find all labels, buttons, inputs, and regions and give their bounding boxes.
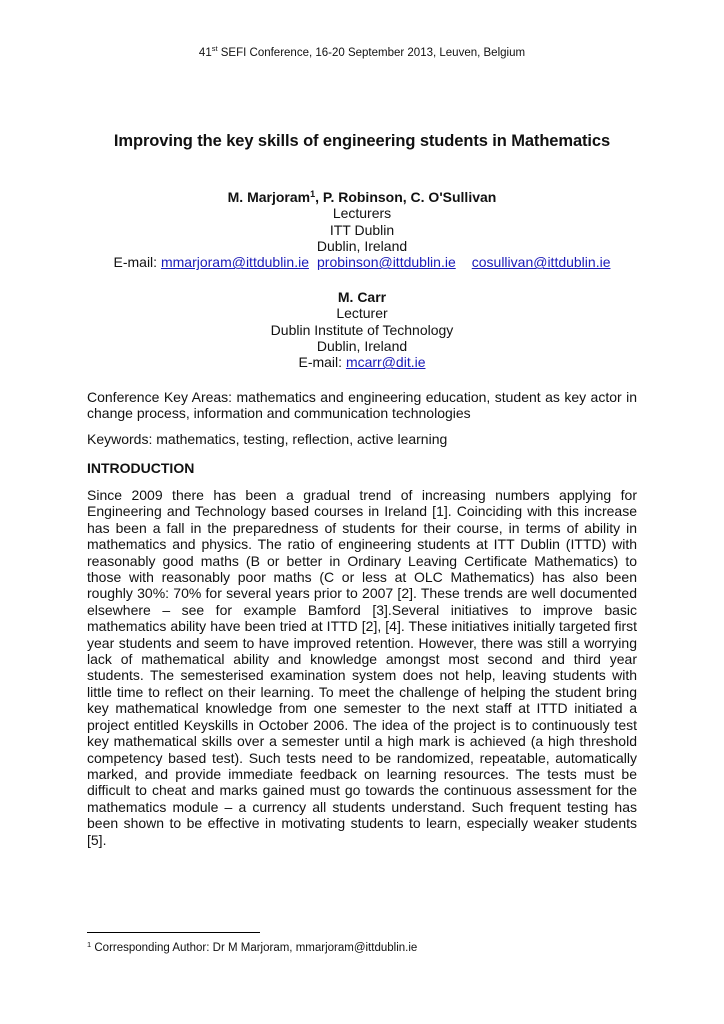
footnote — [87, 940, 417, 954]
email-label: E-mail: — [298, 354, 346, 371]
author-name-carr: M. Carr — [337, 289, 387, 305]
author-role: Lecturer — [336, 305, 388, 322]
footnote-divider — [87, 932, 260, 933]
conference-key-areas: Conference Key Areas: mathematics and engineering education, student as key actor in change process, information and communication technologies — [87, 389, 637, 422]
header-ordinal: 41 — [198, 47, 212, 59]
email-link-robinson[interactable]: probinson@ittdublin.ie — [317, 254, 456, 271]
author-block-dit — [0, 289, 724, 370]
email-link-osullivan[interactable]: cosullivan@ittdublin.ie — [471, 254, 611, 271]
header-text: SEFI Conference, 16-20 September 2013, Leuven, Belgium — [217, 47, 526, 59]
section-heading-introduction: INTRODUCTION — [87, 460, 195, 476]
email-row-dit — [0, 354, 724, 370]
footnote-mark: 1 — [87, 940, 92, 949]
paper-title: Improving the key skills of engineering students in Mathematics — [113, 132, 611, 150]
header-ordinal-suffix: st — [211, 44, 218, 53]
author-name-marjoram: M. Marjoram — [227, 189, 311, 205]
keywords: Keywords: mathematics, testing, reflection, active learning — [87, 431, 448, 447]
author-names-itt — [0, 186, 724, 205]
author-names-rest: , P. Robinson, C. O'Sullivan — [315, 189, 497, 205]
author-block-itt — [0, 186, 724, 270]
email-link-marjoram[interactable]: mmarjoram@ittdublin.ie — [160, 254, 309, 271]
author-role: Lecturers — [332, 205, 392, 222]
email-link-carr[interactable]: mcarr@dit.ie — [345, 354, 426, 371]
footnote-marker: 1 — [310, 189, 316, 199]
author-location: Dublin, Ireland — [316, 337, 408, 354]
author-institution: Dublin Institute of Technology — [270, 321, 454, 338]
author-location: Dublin, Ireland — [316, 237, 408, 254]
author-institution: ITT Dublin — [329, 221, 395, 238]
introduction-body: Since 2009 there has been a gradual trend of increasing numbers applying for Engineering and Technology based courses in Ireland [1]. Coinciding with this increase has been a fall in the preparedness of students for their course, in terms of ability in mathematics and physics. The ratio of engineering students at ITT Dublin (ITTD) with reasonably good maths (B or better in Ordinary Leaving Certificate Mathematics) to those with reasonably poor maths (C or less at OLC Mathematics) has also been roughly 30%: 70% for several years prior to 2007 [2]. These trends are well documented elsewhere – see for example Bamford [3].Several initiatives to improve basic mathematics ability have been tried at ITTD [2], [4]. These initiatives initially targeted first year students and seem to have improved retention. However, there was still a worrying lack of mathematical ability and knowledge amongst most second and third year students. The semesterised examination system does not help, leaving students with little time to reflect on their learning. To meet the challenge of helping the student bring key mathematical knowledge from one semester to the next staff at ITTD initiated a project entitled Keyskills in October 2006. The idea of the project is to continuously test key mathematical skills over a semester until a high mark is achieved (a high threshold competency based test). Such tests need to be randomized, repeatable, automatically marked, and provide immediate feedback on learning resources. The tests must be difficult to cheat and marks gained must go towards the continuous assessment for the mathematics module – a currency all students understand. Such frequent testing has been shown to be effective in motivating students to learn, especially weaker students [5]. — [87, 487, 637, 848]
footnote-text: Corresponding Author: Dr M Marjoram, mmarjoram@ittdublin.ie — [91, 942, 418, 954]
email-label: E-mail: — [113, 254, 161, 271]
running-header — [0, 44, 724, 59]
email-row-itt — [0, 254, 724, 270]
